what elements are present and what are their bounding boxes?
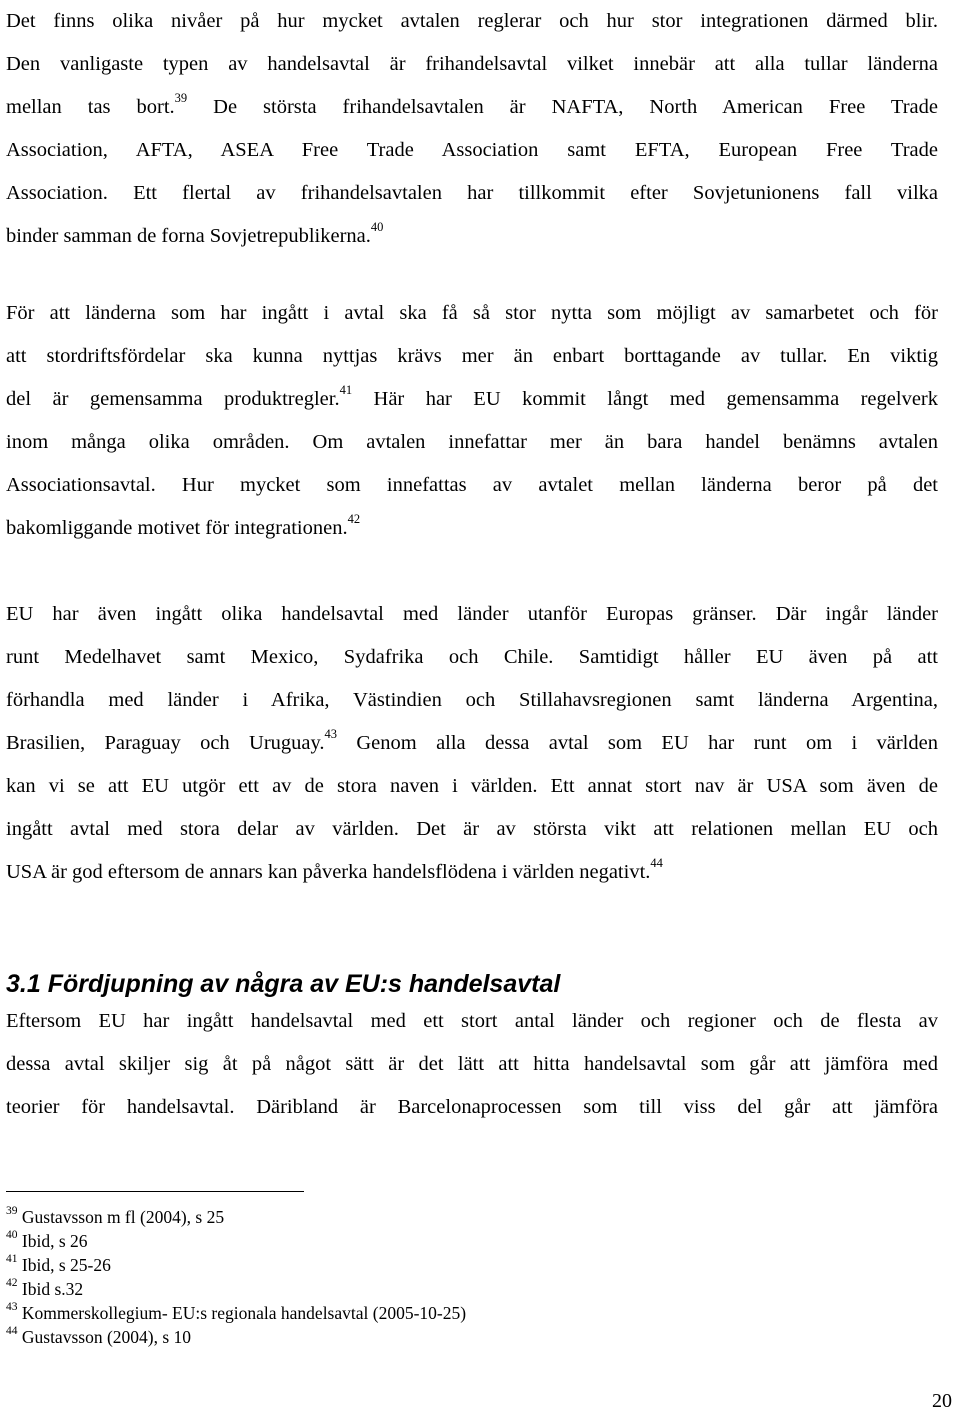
text-run: Här har EU kommit långt med gemensamma regelverk bbox=[352, 388, 939, 410]
footnote-item bbox=[6, 1325, 466, 1349]
footnote-reference: 43 bbox=[324, 727, 338, 742]
text-line bbox=[6, 292, 938, 335]
text-run: Association, AFTA, ASEA Free Trade Association samt EFTA, European Free Trade bbox=[6, 139, 938, 161]
text-run: EU har även ingått olika handelsavtal med länder utanför Europas gränser. Där ingår länder bbox=[6, 603, 938, 625]
text-run: förhandla med länder i Afrika, Västindien och Stillahavsregionen samt länderna Argentina, bbox=[6, 689, 938, 711]
footnote-text: Kommerskollegium- EU:s regionala handelsavtal (2005-10-25) bbox=[17, 1303, 467, 1323]
paragraph-product-rules bbox=[6, 292, 938, 550]
text-line bbox=[6, 335, 938, 378]
text-line bbox=[6, 808, 938, 851]
footnote-text: Ibid, s 26 bbox=[17, 1231, 88, 1251]
paragraph-section-intro bbox=[6, 1000, 938, 1129]
paragraph-eu-agreements bbox=[6, 593, 938, 894]
text-line bbox=[6, 765, 938, 808]
text-run: mellan tas bort. bbox=[6, 96, 175, 118]
text-run: bakomliggande motivet för integrationen. bbox=[6, 517, 348, 539]
footnote-number: 42 bbox=[6, 1277, 18, 1290]
text-run: binder samman de forna Sovjetrepublikerna. bbox=[6, 225, 371, 247]
footnote-number: 41 bbox=[6, 1253, 18, 1266]
footnote-reference: 42 bbox=[347, 512, 361, 527]
text-run: att stordriftsfördelar ska kunna nyttjas krävs mer än enbart borttagande av tullar. En viktig bbox=[6, 345, 938, 367]
footnote-item bbox=[6, 1205, 466, 1229]
footnote-text: Gustavsson m fl (2004), s 25 bbox=[17, 1207, 225, 1227]
text-line bbox=[6, 679, 938, 722]
footnote-number: 44 bbox=[6, 1325, 18, 1338]
footnote-item bbox=[6, 1253, 466, 1277]
text-line bbox=[6, 851, 938, 894]
footnote-separator bbox=[6, 1191, 304, 1192]
text-line bbox=[6, 0, 938, 43]
text-run: runt Medelhavet samt Mexico, Sydafrika och Chile. Samtidigt håller EU även på att bbox=[6, 646, 938, 668]
text-run: ingått avtal med stora delar av världen. Det är av största vikt att relationen mellan EU och bbox=[6, 818, 938, 840]
footnote-item bbox=[6, 1277, 466, 1301]
footnote-item bbox=[6, 1229, 466, 1253]
text-run: teorier för handelsavtal. Däribland är Barcelonaprocessen som till viss del går att jämföra bbox=[6, 1096, 938, 1118]
text-line bbox=[6, 129, 938, 172]
text-run: kan vi se att EU utgör ett av de stora naven i världen. Ett annat stort nav är USA som även de bbox=[6, 775, 938, 797]
text-line bbox=[6, 43, 938, 86]
text-run: inom många olika områden. Om avtalen innefattar mer än bara handel benämns avtalen bbox=[6, 431, 938, 453]
section-heading: 3.1 Fördjupning av några av EU:s handelsavtal bbox=[6, 970, 561, 998]
text-line bbox=[6, 215, 938, 258]
footnote-text: Ibid s.32 bbox=[17, 1279, 84, 1299]
text-run: De största frihandelsavtalen är NAFTA, North American Free Trade bbox=[187, 96, 938, 118]
footnote-reference: 39 bbox=[174, 91, 188, 106]
text-line bbox=[6, 464, 938, 507]
text-run: del är gemensamma produktregler. bbox=[6, 388, 340, 410]
text-line bbox=[6, 1086, 938, 1129]
text-line bbox=[6, 1043, 938, 1086]
text-line bbox=[6, 636, 938, 679]
text-run: Brasilien, Paraguay och Uruguay. bbox=[6, 732, 325, 754]
text-line bbox=[6, 378, 938, 421]
footnotes-list bbox=[6, 1205, 466, 1349]
text-run: Association. Ett flertal av frihandelsavtalen har tillkommit efter Sovjetunionens fall vilka bbox=[6, 182, 938, 204]
text-run: För att länderna som har ingått i avtal ska få så stor nytta som möjligt av samarbetet och för bbox=[6, 302, 938, 324]
text-run: USA är god eftersom de annars kan påverka handelsflödena i världen negativt. bbox=[6, 861, 651, 883]
footnote-item bbox=[6, 1301, 466, 1325]
text-run: Det finns olika nivåer på hur mycket avtalen reglerar och hur stor integrationen därmed blir. bbox=[6, 10, 938, 32]
footnote-reference: 41 bbox=[339, 383, 353, 398]
text-run: Den vanligaste typen av handelsavtal är frihandelsavtal vilket innebär att alla tullar länderna bbox=[6, 53, 938, 75]
text-run: Eftersom EU har ingått handelsavtal med ett stort antal länder och regioner och de flesta av bbox=[6, 1010, 938, 1032]
paragraph-free-trade-levels bbox=[6, 0, 938, 258]
footnote-number: 39 bbox=[6, 1205, 18, 1218]
footnote-reference: 40 bbox=[370, 220, 384, 235]
footnote-reference: 44 bbox=[650, 856, 663, 871]
text-line bbox=[6, 722, 938, 765]
text-run: dessa avtal skiljer sig åt på något sätt är det lätt att hitta handelsavtal som går att jämföra med bbox=[6, 1053, 938, 1075]
footnote-text: Ibid, s 25-26 bbox=[17, 1255, 111, 1275]
text-line bbox=[6, 507, 938, 550]
footnote-number: 40 bbox=[6, 1229, 18, 1242]
footnote-number: 43 bbox=[6, 1301, 18, 1314]
text-line bbox=[6, 1000, 938, 1043]
text-line bbox=[6, 421, 938, 464]
text-line bbox=[6, 593, 938, 636]
page-number: 20 bbox=[932, 1390, 952, 1412]
text-run: Genom alla dessa avtal som EU har runt om i världen bbox=[337, 732, 938, 754]
text-line bbox=[6, 86, 938, 129]
footnote-text: Gustavsson (2004), s 10 bbox=[17, 1327, 192, 1347]
text-line bbox=[6, 172, 938, 215]
text-run: Associationsavtal. Hur mycket som innefattas av avtalet mellan länderna beror på det bbox=[6, 474, 938, 496]
